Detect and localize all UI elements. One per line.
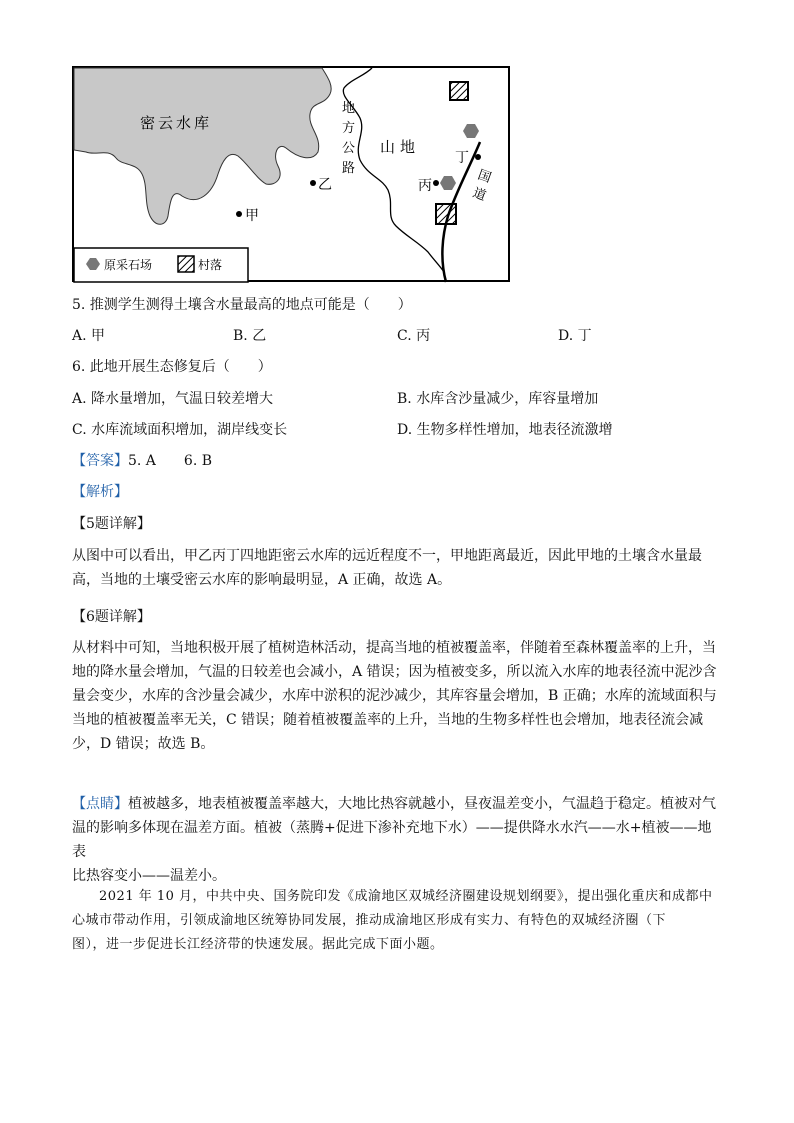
q6-line: 地的降水量会增加，气温的日较差也会减小，A 错误；因为植被变多，所以流入水库的地表径流中泥沙含 — [72, 664, 717, 680]
question-5-stem: 5. 推测学生测得土壤含水量最高的地点可能是（ ） — [72, 297, 412, 313]
answer-line — [72, 451, 212, 471]
passage-line: 2021 年 10 月，中共中央、国务院印发《成渝地区双城经济圈建设规划纲要》，提出强化重庆和成都中 — [72, 889, 713, 904]
q6-line: 少，D 错误；故选 B。 — [72, 736, 215, 752]
point-ding — [475, 154, 481, 160]
q5-line: 高，当地的土壤受密云水库的影响最明显，A 正确，故选 A。 — [72, 572, 452, 588]
passage-line: 心城市带动作用，引领成渝地区统筹协同发展，推动成渝地区形成有实力、有特色的双城经济圈（下 — [72, 913, 667, 928]
legend-village-label: 村落 — [198, 258, 223, 272]
road-label-1: 地 — [342, 101, 356, 116]
highway-label-1: 国 — [475, 167, 493, 187]
q6-explanation — [72, 636, 722, 756]
legend-village-icon — [178, 256, 194, 272]
q6-heading: 【6题详解】 — [72, 609, 151, 625]
village-marker-top — [450, 82, 468, 100]
question-6-stem: 6. 此地开展生态修复后（ ） — [72, 359, 272, 375]
tip-line: 比热容变小——温差小。 — [72, 868, 226, 884]
tip-block — [72, 792, 722, 888]
tip-line: 温的影响多体现在温差方面。植被（蒸腾+促进下渗补充地下水）——提供降水水汽——水+植被——地表 — [72, 820, 712, 860]
q5-heading: 【5题详解】 — [72, 516, 151, 532]
point-yi — [310, 180, 316, 186]
q6-option-c: C. 水库流域面积增加，湖岸线变长 — [72, 422, 288, 438]
road-label-2: 方 — [342, 121, 356, 136]
q6-option-d: D. 生物多样性增加，地表径流激增 — [397, 422, 613, 438]
map-figure — [72, 66, 512, 284]
passage — [72, 885, 722, 957]
tip-text: 植被越多，地表植被覆盖率越大，大地比热容就越小，昼夜温差变小，气温趋于稳定。植被对气 — [128, 796, 716, 812]
q6-option-a: A. 降水量增加，气温日较差增大 — [72, 391, 274, 407]
road-label-4: 路 — [342, 161, 356, 176]
analysis-tag: 【解析】 — [72, 484, 128, 500]
tip-tag: 【点睛】 — [72, 796, 128, 812]
q6-line: 从材料中可知，当地积极开展了植树造林活动，提高当地的植被覆盖率，伴随着至森林覆盖率的上升，当 — [72, 640, 716, 656]
highway-label-2: 道 — [470, 185, 488, 205]
q5-option-c: C. 丙 — [397, 328, 431, 344]
q6-line: 当地的植被覆盖率无关，C 错误；随着植被覆盖率的上升，当地的生物多样性也会增加，地表径流会减 — [72, 712, 704, 728]
legend-quarry-label: 原采石场 — [104, 258, 153, 272]
point-ding-label: 丁 — [455, 150, 469, 166]
q5-option-a: A. 甲 — [72, 328, 106, 344]
point-bing — [433, 180, 439, 186]
q6-option-b: B. 水库含沙量减少，库容量增加 — [397, 391, 599, 407]
village-marker-bottom — [436, 204, 456, 224]
q5-option-d: D. 丁 — [558, 328, 592, 344]
point-jia — [236, 211, 242, 217]
road-label-3: 公 — [342, 141, 356, 156]
point-bing-label: 丙 — [418, 178, 432, 194]
mountain-label: 山地 — [380, 138, 421, 156]
reservoir-label: 密云水库 — [140, 114, 213, 132]
point-jia-label: 甲 — [245, 208, 259, 224]
q5-option-b: B. 乙 — [233, 328, 267, 344]
answer-tag: 【答案】 — [72, 453, 128, 469]
point-yi-label: 乙 — [318, 177, 332, 193]
q5-line: 从图中可以看出，甲乙丙丁四地距密云水库的远近程度不一，甲地距离最近，因此甲地的土壤含水量最 — [72, 548, 702, 564]
answer-text: 5. A 6. B — [128, 453, 213, 469]
q6-line: 量会变少，水库的含沙量会减少，水库中淤积的泥沙减少，其库容量会增加，B 正确；水库的流域面积与 — [72, 688, 717, 704]
passage-line: 图），进一步促进长江经济带的快速发展。据此完成下面小题。 — [72, 937, 444, 952]
tip-line — [72, 792, 722, 816]
q5-explanation — [72, 544, 722, 592]
